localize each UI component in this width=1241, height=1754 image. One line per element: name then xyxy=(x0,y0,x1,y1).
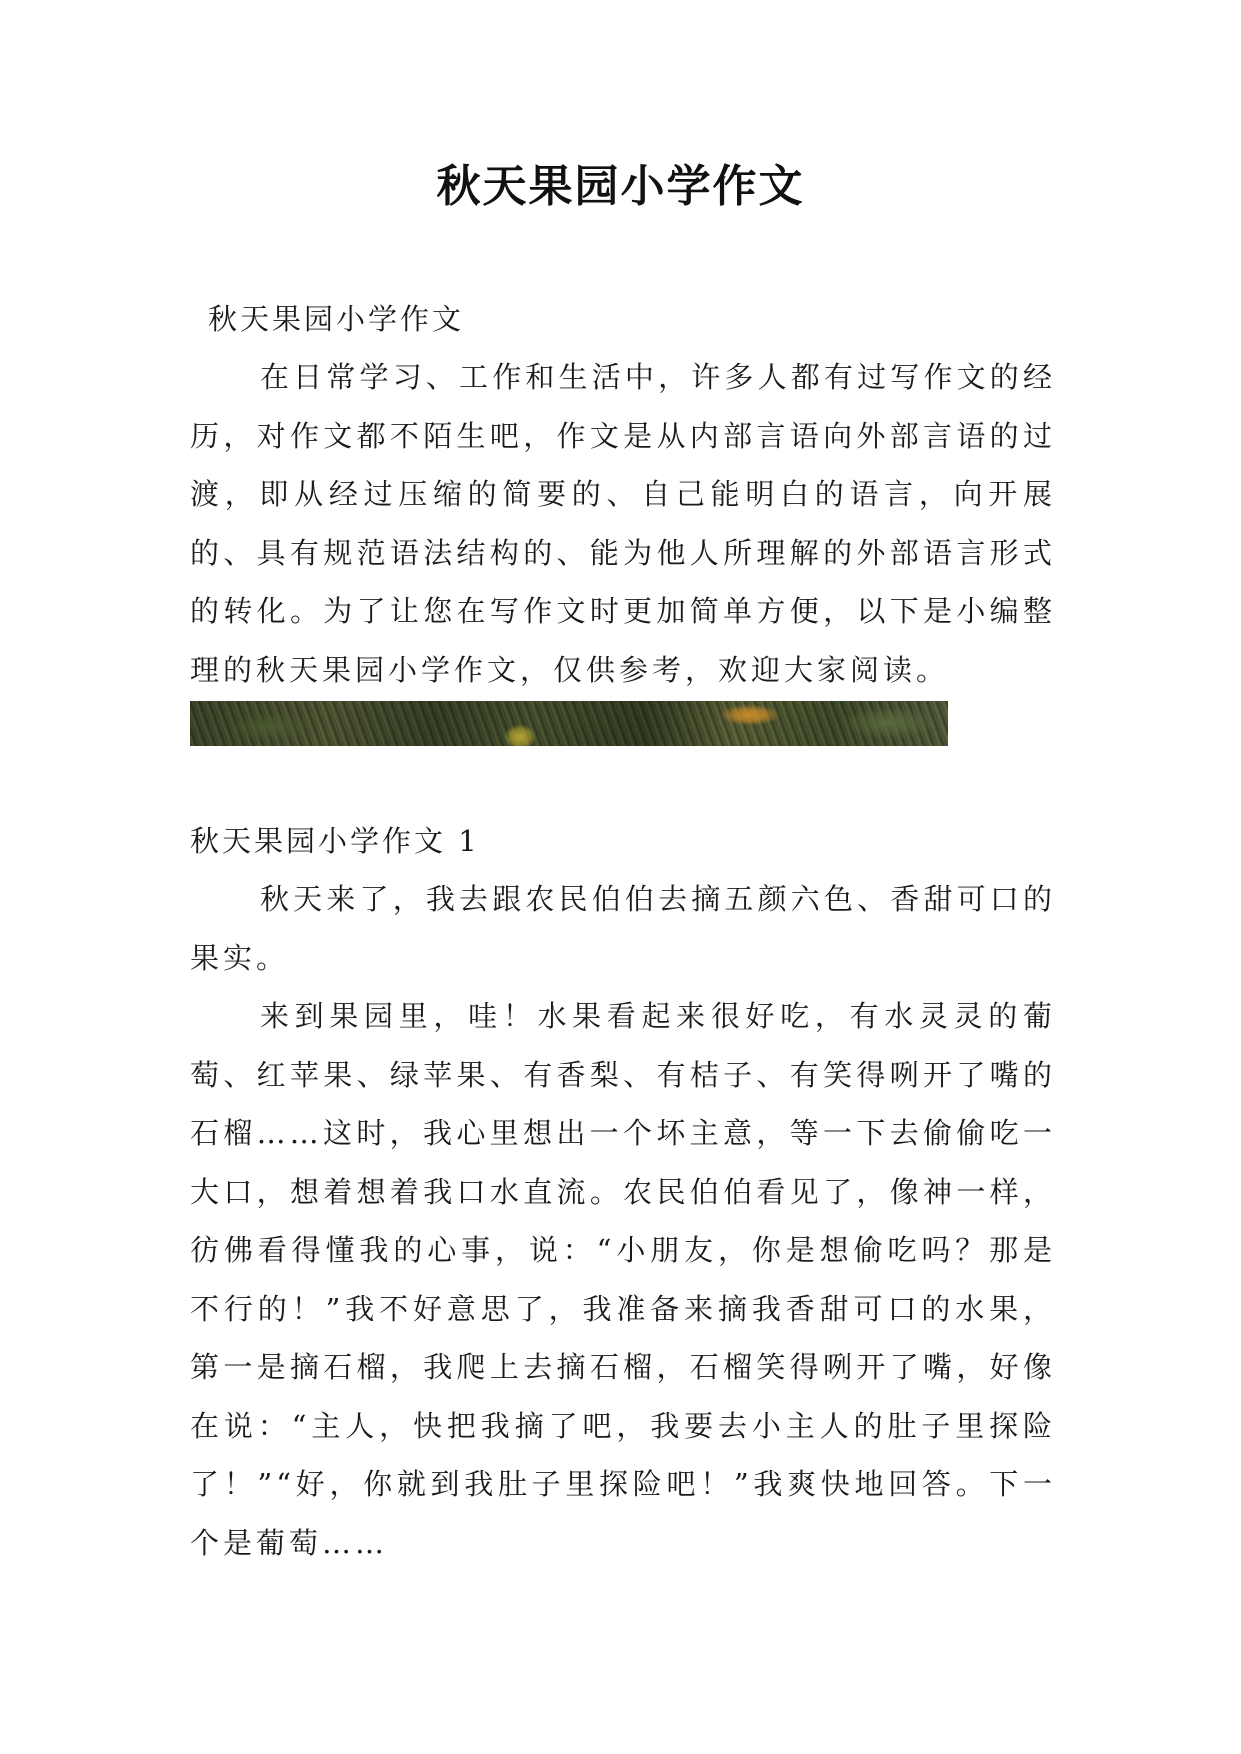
section-heading: 秋天果园小学作文 1 xyxy=(190,824,480,858)
document-body xyxy=(190,290,1056,1572)
section-spacer xyxy=(190,746,1056,812)
page-title: 秋天果园小学作文 xyxy=(436,161,805,212)
document-subtitle: 秋天果园小学作文 xyxy=(208,302,465,336)
body-paragraph-1: 秋天来了，我去跟农民伯伯去摘五颜六色、香甜可口的果实。 xyxy=(190,882,1056,975)
intro-paragraph: 在日常学习、工作和生活中，许多人都有过写作文的经历，对作文都不陌生吧，作文是从内部言语向外部言语的过渡，即从经过压缩的简要的、自己能明白的语言，向开展的、具有规范语法结构的、能为他人所理解的外部语言形式的转化。为了让您在写作文时更加简单方便，以下是小编整理的秋天果园小学作文，仅供参考，欢迎大家阅读。 xyxy=(190,360,1056,687)
body-paragraph-2: 来到果园里，哇！水果看起来很好吃，有水灵灵的葡萄、红苹果、绿苹果、有香梨、有桔子、有笑得咧开了嘴的石榴……这时，我心里想出一个坏主意，等一下去偷偷吃一大口，想着想着我口水直流。农民伯伯看见了，像神一样，彷佛看得懂我的心事，说：“小朋友，你是想偷吃吗？那是不行的！”我不好意思了，我准备来摘我香甜可口的水果，第一是摘石榴，我爬上去摘石榴，石榴笑得咧开了嘴，好像在说：“主人，快把我摘了吧，我要去小主人的肚子里探险了！”“好，你就到我肚子里探险吧！”我爽快地回答。下一个是葡萄…… xyxy=(190,999,1056,1560)
orchard-photo xyxy=(190,701,948,746)
